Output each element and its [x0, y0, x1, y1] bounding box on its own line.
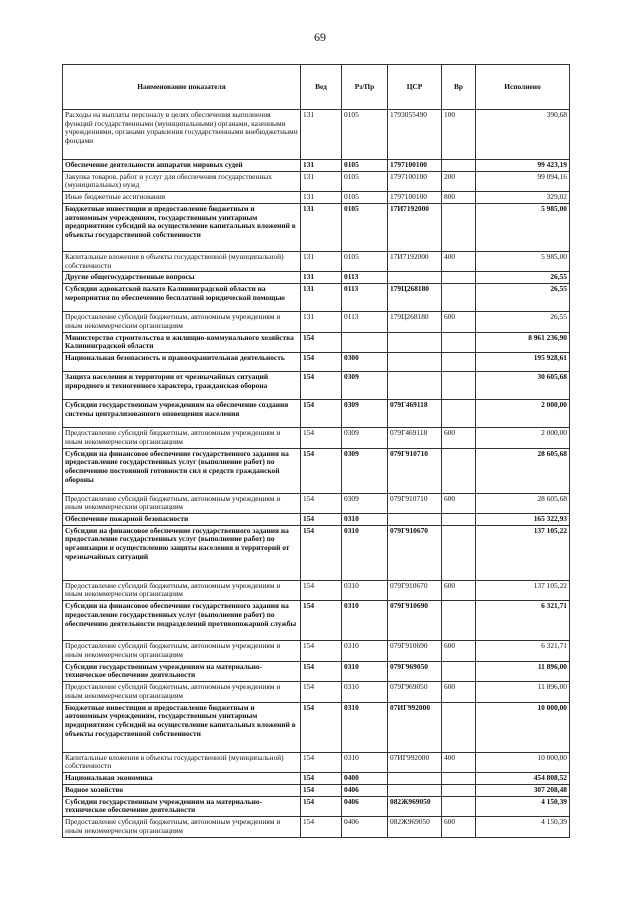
table-header-row — [63, 65, 570, 110]
cell-ved: 154 — [301, 682, 342, 702]
cell-executed: 5 985,00 — [476, 203, 570, 251]
cell-vr: 600 — [442, 682, 476, 702]
budget-table — [62, 64, 570, 838]
cell-executed: 2 000,00 — [476, 400, 570, 428]
cell-ved: 131 — [301, 192, 342, 204]
table-row — [63, 641, 570, 661]
cell-ved: 154 — [301, 784, 342, 796]
cell-vr: 600 — [442, 428, 476, 448]
cell-executed: 390,68 — [476, 110, 570, 160]
cell-ved: 131 — [301, 272, 342, 284]
cell-vr: 600 — [442, 580, 476, 600]
cell-executed: 195 928,61 — [476, 353, 570, 372]
cell-name: Предоставление субсидий бюджетным, автономным учреждениям и иным некоммерческим организациям — [63, 641, 301, 661]
cell-name: Иные бюджетные ассигнования — [63, 192, 301, 204]
cell-executed: 11 896,00 — [476, 661, 570, 681]
cell-rzpr: 0309 — [342, 493, 388, 513]
cell-executed: 137 105,22 — [476, 525, 570, 580]
cell-name: Предоставление субсидий бюджетным, автономным учреждениям и иным некоммерческим организациям — [63, 312, 301, 332]
cell-name: Национальная безопасность и правоохранительная деятельность — [63, 353, 301, 372]
cell-csr: 079Г910670 — [388, 580, 442, 600]
cell-ved: 154 — [301, 448, 342, 493]
cell-rzpr: 0113 — [342, 312, 388, 332]
cell-vr: 600 — [442, 817, 476, 837]
cell-ved: 131 — [301, 110, 342, 160]
cell-rzpr: 0310 — [342, 601, 388, 641]
table-row — [63, 525, 570, 580]
cell-vr — [442, 773, 476, 785]
cell-rzpr: 0105 — [342, 110, 388, 160]
cell-rzpr: 0105 — [342, 171, 388, 191]
cell-csr: 1797100100 — [388, 171, 442, 191]
table-row — [63, 682, 570, 702]
table-row — [63, 203, 570, 251]
cell-executed: 11 896,00 — [476, 682, 570, 702]
cell-executed: 4 150,39 — [476, 817, 570, 837]
table-row — [63, 702, 570, 752]
cell-rzpr: 0406 — [342, 817, 388, 837]
cell-name: Расходы на выплаты персоналу в целях обеспечения выполнения функций государственными (муниципальными) органами, казенными учреждениями, органами управления государственными внебюджетными фондами — [63, 110, 301, 160]
cell-name: Министерство строительства и жилищно-коммунального хозяйства Калининградской области — [63, 332, 301, 352]
cell-executed: 307 208,48 — [476, 784, 570, 796]
table-row — [63, 272, 570, 284]
cell-rzpr: 0310 — [342, 702, 388, 752]
table-row — [63, 661, 570, 681]
header-executed: Исполнено — [476, 65, 570, 110]
cell-csr: 179Ц268180 — [388, 284, 442, 312]
cell-csr: 1793055490 — [388, 110, 442, 160]
cell-csr — [388, 514, 442, 526]
cell-executed: 26,55 — [476, 284, 570, 312]
cell-name: Закупка товаров, работ и услуг для обеспечения государственных (муниципальных) нужд — [63, 171, 301, 191]
cell-ved: 154 — [301, 661, 342, 681]
cell-ved: 154 — [301, 580, 342, 600]
table-row — [63, 752, 570, 772]
cell-ved: 154 — [301, 400, 342, 428]
cell-name: Субсидии на финансовое обеспечение государственного задания на предоставление государственных услуг (выполнение работ) по обеспечению постоянной готовности сил и средств гражданской обороны — [63, 448, 301, 493]
cell-vr — [442, 284, 476, 312]
header-csr: ЦСР — [388, 65, 442, 110]
cell-ved: 154 — [301, 796, 342, 816]
cell-vr: 200 — [442, 171, 476, 191]
cell-vr: 600 — [442, 493, 476, 513]
cell-executed: 28 605,68 — [476, 493, 570, 513]
cell-csr: 079Г910670 — [388, 525, 442, 580]
cell-name: Субсидии адвокатской палате Калининградской области на мероприятия по обеспечению бесплатной юридической помощью — [63, 284, 301, 312]
cell-executed: 10 000,00 — [476, 752, 570, 772]
cell-name: Водное хозяйство — [63, 784, 301, 796]
cell-rzpr: 0309 — [342, 400, 388, 428]
cell-name: Субсидии государственным учреждениям на материально-техническое обеспечение деятельности — [63, 796, 301, 816]
cell-rzpr: 0400 — [342, 773, 388, 785]
cell-rzpr: 0309 — [342, 448, 388, 493]
cell-ved: 154 — [301, 773, 342, 785]
cell-rzpr: 0310 — [342, 661, 388, 681]
cell-executed: 28 605,68 — [476, 448, 570, 493]
cell-executed: 5 985,00 — [476, 251, 570, 271]
cell-name: Предоставление субсидий бюджетным, автономным учреждениям и иным некоммерческим организациям — [63, 493, 301, 513]
cell-csr: 079Г910690 — [388, 601, 442, 641]
cell-csr: 079Г969050 — [388, 661, 442, 681]
cell-ved: 154 — [301, 353, 342, 372]
table-row — [63, 400, 570, 428]
table-row — [63, 251, 570, 271]
cell-csr — [388, 372, 442, 400]
cell-executed: 4 150,39 — [476, 796, 570, 816]
cell-ved: 131 — [301, 203, 342, 251]
cell-vr — [442, 372, 476, 400]
cell-name: Защита населения и территории от чрезвычайных ситуаций природного и техногенного характера, гражданская оборона — [63, 372, 301, 400]
cell-vr — [442, 400, 476, 428]
cell-csr: 07ИГ992000 — [388, 752, 442, 772]
cell-rzpr: 0406 — [342, 784, 388, 796]
cell-name: Бюджетные инвестиции и предоставление бюджетным и автономным учреждениям, государственным унитарным предприятиям субсидий на осуществление капитальных вложений в объекты государственной собственности — [63, 702, 301, 752]
cell-ved: 154 — [301, 428, 342, 448]
cell-csr — [388, 332, 442, 352]
cell-name: Субсидии государственным учреждениям на материально-техническое обеспечение деятельности — [63, 661, 301, 681]
cell-name: Другие общегосударственные вопросы — [63, 272, 301, 284]
cell-ved: 154 — [301, 752, 342, 772]
cell-rzpr: 0310 — [342, 514, 388, 526]
cell-executed: 99 423,19 — [476, 160, 570, 172]
table-row — [63, 171, 570, 191]
cell-csr: 079Г469118 — [388, 400, 442, 428]
header-rzpr: Рз/Пр — [342, 65, 388, 110]
cell-vr — [442, 203, 476, 251]
cell-csr: 179Ц268180 — [388, 312, 442, 332]
header-vr: Вр — [442, 65, 476, 110]
cell-csr: 082Ж969050 — [388, 817, 442, 837]
cell-vr — [442, 796, 476, 816]
cell-vr — [442, 661, 476, 681]
cell-csr: 079Г910690 — [388, 641, 442, 661]
cell-csr: 1797100100 — [388, 160, 442, 172]
cell-name: Субсидии государственным учреждениям на обеспечение создания системы централизованного оповещения населения — [63, 400, 301, 428]
cell-vr — [442, 353, 476, 372]
cell-name: Предоставление субсидий бюджетным, автономным учреждениям и иным некоммерческим организациям — [63, 682, 301, 702]
header-name: Наименование показателя — [63, 65, 301, 110]
cell-vr — [442, 601, 476, 641]
table-row — [63, 160, 570, 172]
cell-vr: 400 — [442, 752, 476, 772]
cell-rzpr: 0309 — [342, 428, 388, 448]
cell-name: Бюджетные инвестиции и предоставление бюджетным и автономным учреждениям, государственным унитарным предприятиям субсидий на осуществление капитальных вложений в объекты государственной собственности — [63, 203, 301, 251]
cell-name: Национальная экономика — [63, 773, 301, 785]
table-row — [63, 110, 570, 160]
table-row — [63, 428, 570, 448]
cell-name: Субсидии на финансовое обеспечение государственного задания на предоставление государственных услуг (выполнение работ) по организации и осуществлению защиты населения и территорий от чрезвычайных ситуаций — [63, 525, 301, 580]
table-row — [63, 817, 570, 837]
cell-executed: 6 321,71 — [476, 641, 570, 661]
table-row — [63, 353, 570, 372]
table-row — [63, 796, 570, 816]
cell-csr: 1797100100 — [388, 192, 442, 204]
cell-vr — [442, 784, 476, 796]
cell-rzpr — [342, 332, 388, 352]
cell-ved: 131 — [301, 251, 342, 271]
cell-ved: 154 — [301, 702, 342, 752]
cell-executed: 99 094,16 — [476, 171, 570, 191]
table-body — [63, 110, 570, 838]
cell-executed: 6 321,71 — [476, 601, 570, 641]
cell-name: Предоставление субсидий бюджетным, автономным учреждениям и иным некоммерческим организациям — [63, 817, 301, 837]
table-row — [63, 192, 570, 204]
cell-rzpr: 0113 — [342, 284, 388, 312]
cell-ved: 154 — [301, 372, 342, 400]
table-row — [63, 773, 570, 785]
cell-vr — [442, 702, 476, 752]
table-row — [63, 580, 570, 600]
table-row — [63, 332, 570, 352]
cell-vr — [442, 272, 476, 284]
cell-ved: 131 — [301, 160, 342, 172]
cell-ved: 154 — [301, 514, 342, 526]
table-row — [63, 312, 570, 332]
cell-csr: 082Ж969050 — [388, 796, 442, 816]
cell-rzpr: 0406 — [342, 796, 388, 816]
cell-csr — [388, 773, 442, 785]
cell-vr: 600 — [442, 312, 476, 332]
cell-vr — [442, 332, 476, 352]
cell-ved: 131 — [301, 312, 342, 332]
cell-executed: 165 322,93 — [476, 514, 570, 526]
cell-csr: 07ИГ992000 — [388, 702, 442, 752]
cell-name: Предоставление субсидий бюджетным, автономным учреждениям и иным некоммерческим организациям — [63, 580, 301, 600]
page-number: 69 — [314, 30, 326, 44]
cell-executed: 2 000,00 — [476, 428, 570, 448]
header-ved: Вед — [301, 65, 342, 110]
cell-executed: 30 605,68 — [476, 372, 570, 400]
cell-vr: 100 — [442, 110, 476, 160]
table-row — [63, 448, 570, 493]
cell-csr: 079Г910710 — [388, 493, 442, 513]
cell-rzpr: 0310 — [342, 580, 388, 600]
cell-executed: 10 000,00 — [476, 702, 570, 752]
cell-ved: 131 — [301, 171, 342, 191]
cell-vr — [442, 448, 476, 493]
cell-ved: 131 — [301, 284, 342, 312]
cell-rzpr: 0310 — [342, 752, 388, 772]
table-row — [63, 784, 570, 796]
cell-csr: 079Г910710 — [388, 448, 442, 493]
table-row — [63, 284, 570, 312]
cell-rzpr: 0309 — [342, 372, 388, 400]
cell-ved: 154 — [301, 525, 342, 580]
cell-rzpr: 0105 — [342, 160, 388, 172]
cell-vr — [442, 160, 476, 172]
cell-ved: 154 — [301, 601, 342, 641]
cell-executed: 329,02 — [476, 192, 570, 204]
cell-rzpr: 0310 — [342, 641, 388, 661]
cell-executed: 454 808,52 — [476, 773, 570, 785]
table-row — [63, 514, 570, 526]
cell-name: Обеспечение деятельности аппаратов мировых судей — [63, 160, 301, 172]
cell-name: Субсидии на финансовое обеспечение государственного задания на предоставление государственных услуг (выполнение работ) по обеспечению деятельности подразделений противопожарной службы — [63, 601, 301, 641]
cell-vr: 600 — [442, 641, 476, 661]
cell-ved: 154 — [301, 493, 342, 513]
table-row — [63, 601, 570, 641]
table-row — [63, 372, 570, 400]
cell-name: Обеспечение пожарной безопасности — [63, 514, 301, 526]
cell-rzpr: 0310 — [342, 682, 388, 702]
cell-csr: 079Г969050 — [388, 682, 442, 702]
cell-csr — [388, 272, 442, 284]
cell-csr: 079Г469118 — [388, 428, 442, 448]
cell-executed: 8 961 236,90 — [476, 332, 570, 352]
cell-name: Предоставление субсидий бюджетным, автономным учреждениям и иным некоммерческим организациям — [63, 428, 301, 448]
cell-rzpr: 0105 — [342, 251, 388, 271]
cell-vr: 400 — [442, 251, 476, 271]
cell-csr — [388, 353, 442, 372]
cell-vr — [442, 525, 476, 580]
table-row — [63, 493, 570, 513]
cell-rzpr: 0113 — [342, 272, 388, 284]
cell-vr: 800 — [442, 192, 476, 204]
cell-csr: 17И7192000 — [388, 203, 442, 251]
cell-ved: 154 — [301, 332, 342, 352]
cell-vr — [442, 514, 476, 526]
cell-rzpr: 0300 — [342, 353, 388, 372]
cell-executed: 26,55 — [476, 272, 570, 284]
cell-rzpr: 0105 — [342, 192, 388, 204]
cell-ved: 154 — [301, 641, 342, 661]
cell-csr — [388, 784, 442, 796]
cell-name: Капитальные вложения в объекты государственной (муниципальной) собственности — [63, 752, 301, 772]
cell-rzpr: 0310 — [342, 525, 388, 580]
cell-name: Капитальные вложения в объекты государственной (муниципальной) собственности — [63, 251, 301, 271]
cell-rzpr: 0105 — [342, 203, 388, 251]
cell-executed: 137 105,22 — [476, 580, 570, 600]
cell-ved: 154 — [301, 817, 342, 837]
cell-executed: 26,55 — [476, 312, 570, 332]
cell-csr: 17И7192000 — [388, 251, 442, 271]
